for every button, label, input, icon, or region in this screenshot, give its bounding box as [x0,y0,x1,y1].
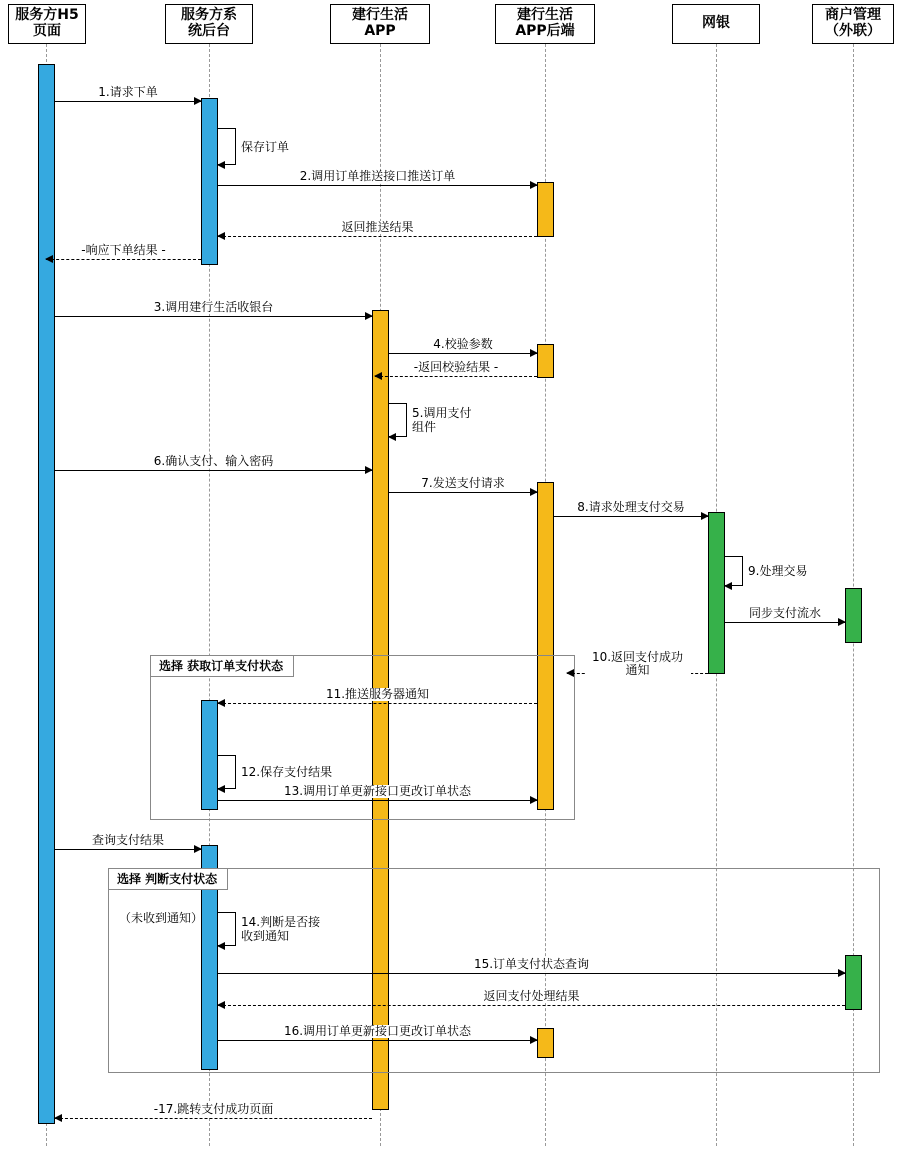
message-14-check-notify-self [218,912,321,946]
fragment-tag-1-text: 选择 获取订单支付状态 [159,659,284,673]
message-4-label: 4.校验参数 [430,338,495,351]
message-15-label: 15.订单支付状态查询 [471,958,592,971]
message-13-label: 13.调用订单更新接口更改订单状态 [281,785,474,798]
participant-h5-line1: 服务方H5 [15,7,79,23]
message-9-label: 9.处理交易 [748,564,808,578]
activation-h5 [38,64,55,1124]
participant-app-line2: APP [364,23,396,39]
participant-backend [165,4,253,44]
message-3-label: 3.调用建行生活收银台 [151,301,276,314]
message-11-label: 11.推送服务器通知 [323,688,432,701]
participant-app-line1: 建行生活 [352,7,408,23]
message-5-label: 5.调用支付组件 [412,406,472,434]
message-push-result-label: 返回推送结果 [338,221,416,234]
message-12-label: 12.保存支付结果 [241,765,333,779]
message-7-label: 7.发送支付请求 [418,477,507,490]
participant-backend-line2: 统后台 [188,23,230,39]
message-pay-process-result-label: 返回支付处理结果 [480,990,582,1003]
participant-merchant-line2: （外联） [825,23,881,39]
fragment-tag-2 [109,869,228,890]
participant-bank [672,4,760,44]
message-validate-result-label: -返回校验结果 - [411,361,501,374]
message-sync-pay-flow-label: 同步支付流水 [746,607,824,620]
fragment-guard-2: （未收到通知） [119,911,204,925]
message-16-label: 16.调用订单更新接口更改订单状态 [281,1025,474,1038]
participant-bank-line1: 网银 [702,15,730,31]
participant-appsrv-line1: 建行生活 [517,7,573,23]
message-1-label: 1.请求下单 [95,86,160,99]
participant-h5-line2: 页面 [33,23,61,39]
activation-appsrv-validate [537,344,554,378]
message-save-order-label: 保存订单 [241,139,290,154]
message-order-response-label: -响应下单结果 - [78,244,168,257]
activation-merchant-sync [845,588,862,643]
fragment-tag-2-text: 选择 判断支付状态 [117,872,218,886]
message-5-invoke-pay-component-self [389,403,472,437]
message-9-handle-transaction-self [725,556,808,586]
participant-appsrv [495,4,595,44]
fragment-tag-1 [151,656,294,677]
participant-app [330,4,430,44]
participant-merchant-line1: 商户管理 [825,7,881,23]
activation-bank [708,512,725,674]
message-save-order-self [218,128,290,165]
message-12-save-pay-result-self [218,755,333,789]
participant-merchant [812,4,894,44]
participant-backend-line1: 服务方系 [181,7,237,23]
message-10-label: 10.返回支付成功通知 [585,651,691,677]
message-14-label: 14.判断是否接收到通知 [241,915,321,943]
message-8-label: 8.请求处理支付交易 [574,501,687,514]
message-6-label: 6.确认支付、输入密码 [151,455,276,468]
activation-appsrv-push [537,182,554,237]
message-17-label: -17.跳转支付成功页面 [151,1103,276,1116]
participant-h5 [8,4,86,44]
activation-backend-order [201,98,218,265]
message-2-label: 2.调用订单推送接口推送订单 [297,170,458,183]
message-query-pay-result-label: 查询支付结果 [89,834,167,847]
participant-appsrv-line2: APP后端 [515,23,575,39]
